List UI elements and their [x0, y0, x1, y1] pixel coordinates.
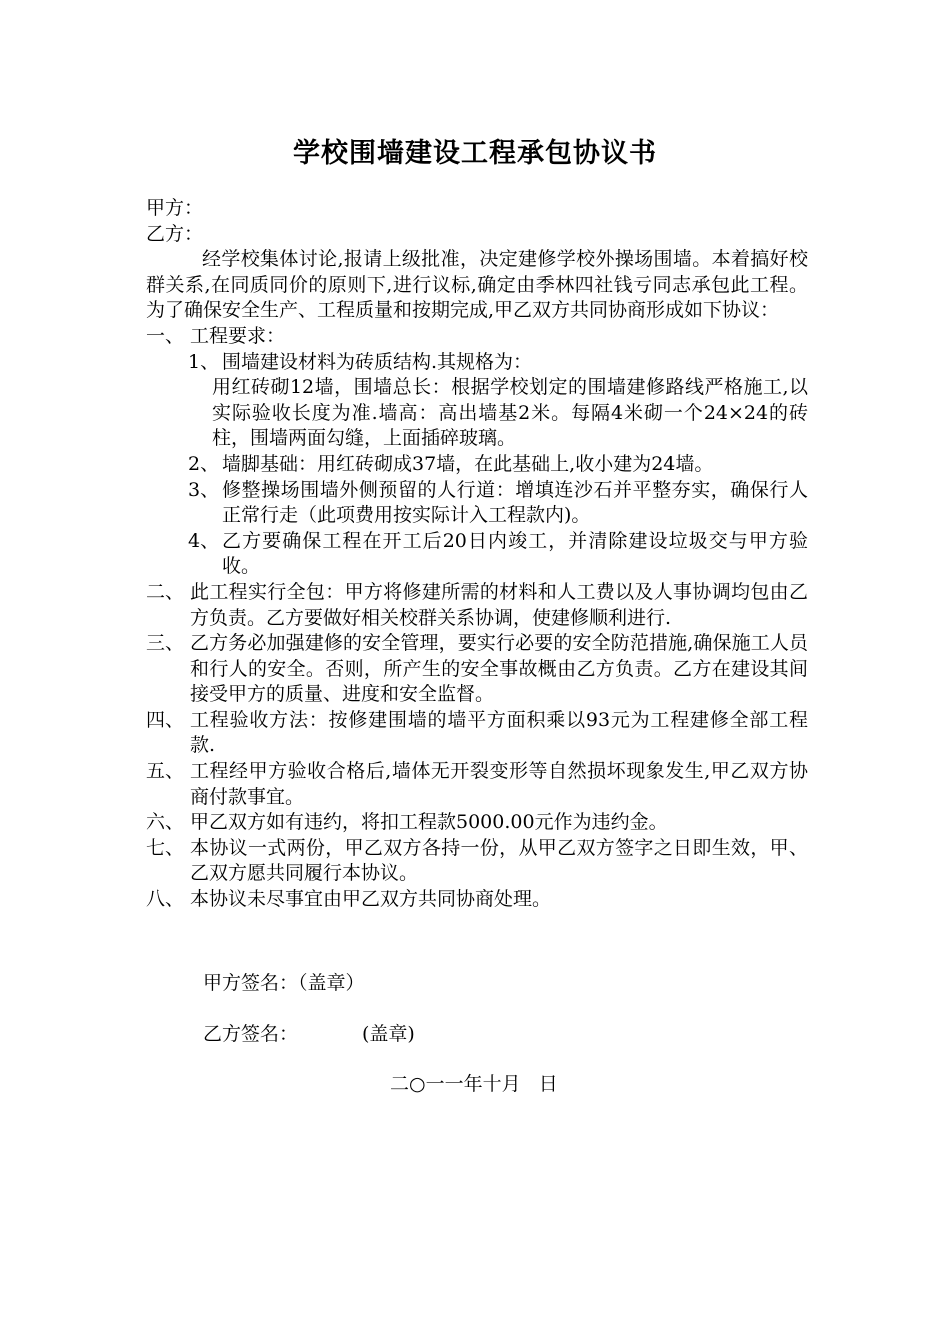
section-1-item-1 — [146, 350, 808, 376]
party-a-line: 甲方： — [146, 197, 204, 219]
section-number: 六、 — [146, 811, 185, 834]
section-number: 五、 — [146, 760, 185, 783]
section-number: 一、 — [146, 324, 185, 347]
section-text: 乙方务必加强建修的安全管理，要实行必要的安全防范措施,确保施工人员和行人的安全。否则，所产生的安全事故概由乙方负责。乙方在建设其间接受甲方的质量、进度和安全监督。 — [190, 632, 808, 706]
section-text: 工程验收方法：按修建围墙的墙平方面积乘以93元为工程建修全部工程款. — [190, 708, 808, 757]
item-number: 2、 — [188, 452, 220, 475]
item-text: 乙方要确保工程在开工后20日内竣工，并清除建设垃圾交与甲方验收。 — [222, 529, 808, 578]
section-text: 甲乙双方如有违约，将扣工程款5000.00元作为违约金。 — [190, 811, 668, 834]
item-number: 3、 — [188, 478, 220, 501]
section-1-item-4 — [146, 529, 808, 580]
item-text: 围墙建设材料为砖质结构.其规格为： — [222, 350, 533, 373]
item-text: 墙脚基础：用红砖砌成37墙，在此基础上,收小建为24墙。 — [222, 452, 714, 475]
section-1-item-2 — [146, 452, 808, 478]
section-text: 工程经甲方验收合格后,墙体无开裂变形等自然损坏现象发生,甲乙双方协商付款事宜。 — [190, 760, 808, 808]
item-number: 4、 — [188, 529, 220, 552]
section-number: 八、 — [146, 888, 185, 911]
signature-a-seal: （盖章） — [298, 972, 365, 994]
signature-date: 二○一一年十月 日 — [390, 1073, 558, 1095]
item-text: 修整操场围墙外侧预留的人行道：增填连沙石并平整夯实，确保行人正常行走（此项费用按实际计入工程款内)。 — [222, 478, 808, 527]
section-text: 工程要求： — [190, 324, 286, 347]
document-body — [146, 196, 808, 913]
section-text: 此工程实行全包：甲方将修建所需的材料和人工费以及人事协调均包由乙方负责。乙方要做好相关校群关系协调，使建修顺利进行. — [190, 580, 808, 629]
signature-a — [203, 968, 365, 995]
signature-a-label: 甲方签名： — [203, 972, 299, 994]
section-number: 二、 — [146, 580, 185, 603]
section-number: 七、 — [146, 836, 185, 859]
section-2 — [146, 580, 808, 631]
section-7 — [146, 836, 808, 887]
section-4 — [146, 708, 808, 759]
section-text: 本协议一式两份，甲乙双方各持一份，从甲乙双方签字之日即生效，甲、乙双方愿共同履行本协议。 — [190, 836, 808, 885]
section-text: 本协议未尽事宜由甲乙双方共同协商处理。 — [190, 888, 552, 911]
section-number: 四、 — [146, 708, 185, 731]
section-1 — [146, 324, 808, 350]
party-b-line: 乙方： — [146, 222, 204, 245]
item-number: 1、 — [188, 350, 220, 373]
section-number: 三、 — [146, 632, 185, 655]
intro-paragraph: 经学校集体讨论,报请上级批准，决定建修学校外操场围墙。本着搞好校群关系,在同质同价的原则下,进行议标,确定由季林四社钱亏同志承包此工程。为了确保安全生产、工程质量和按期完成,甲乙双方共同协商形成如下协议： — [146, 248, 808, 322]
signature-b-label: 乙方签名： — [203, 1023, 299, 1045]
section-8 — [146, 887, 808, 913]
section-3 — [146, 631, 808, 708]
section-1-item-3 — [146, 478, 808, 529]
section-1-item-1-spec: 用红砖砌12墙，围墙总长：根据学校划定的围墙建修路线严格施工,以实际验收长度为准.墙高：高出墙基2米。每隔4米砌一个24×24的砖柱，围墙两面勾缝，上面插碎玻璃。 — [212, 376, 808, 450]
section-5 — [146, 759, 808, 810]
signature-b-seal: (盖章) — [362, 1023, 415, 1045]
signature-b — [203, 1019, 415, 1046]
document-title: 学校围墙建设工程承包协议书 — [293, 138, 657, 169]
section-6 — [146, 810, 808, 836]
